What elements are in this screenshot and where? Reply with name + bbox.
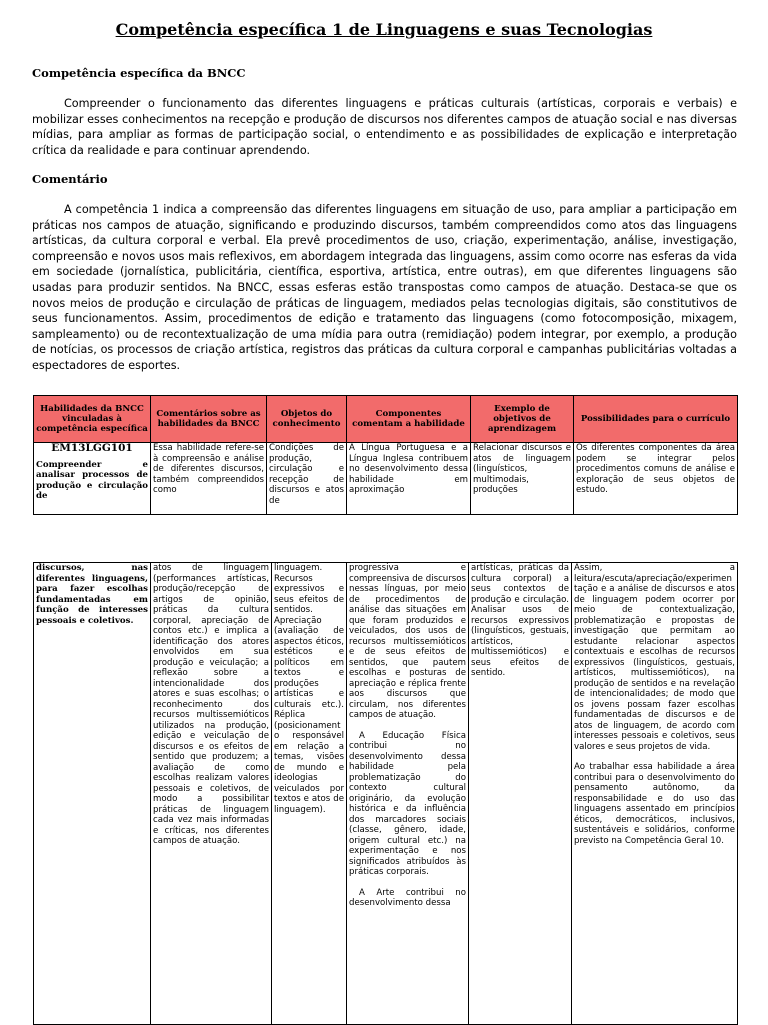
cont-objetos: linguagem. Recursos expressivos e seus efeitos de sentidos. Apreciação (avaliação de aspectos éticos, estéticos e políticos em textos e produções artísticas e culturais etc.). Réplica (posicionamento responsável em relação a temas, visões de mundo e ideologias veiculados por textos e atos de linguagem). bbox=[272, 563, 347, 1025]
page-title: Competência específica 1 de Linguagens e suas Tecnologias bbox=[115, 20, 653, 39]
cont-possibilidades bbox=[572, 563, 738, 1025]
section-text-comentario: A competência 1 indica a compreensão das diferentes linguagens em situação de uso, para ampliar a participação em práticas nos campos de atuação, significando e produzindo discursos, também compreendidos como atos das linguagens artísticas, da cultura corporal e verbal. Ela prevê procedimentos de uso, criação, experimentação, análise, investigação, compreensão e novos usos mais reflexivos, em abordagem integrada das linguagens, assim como ocorre nas esferas da vida em sociedade (jornalística, publicitária, científica, esportiva, artística, entre outras), em que diferentes linguagens são usadas para produzir sentidos. Na BNCC, essas esferas estão transpostas como campos de atuação. Destaca-se que os novos meios de produção e circulação de práticas de linguagem, mediados pelas tecnologias digitais, são constitutivos de seus funcionamentos. Assim, procedimentos de edição e tratamento das linguagens (como fotocomposição, mixagem, sampleamento) ou de recontextualização de uma mídia para outra (remidiação) podem integrar, por exemplo, a produção de notícias, os processos de criação artística, registros das práticas da cultura corporal e campanhas publicitárias voltadas a espectadores de esportes. bbox=[32, 203, 737, 372]
cont-componentes-p2: A Educação Física contribui no desenvolvimento dessa habilidade pela problematização do contexto cultural originário, da evolução histórica e da influência dos marcadores sociais (classe, gênero, idade, origem cultural etc.) na experimentação e nos significados atribuídos às práticas corporais. bbox=[349, 730, 466, 877]
cont-componentes-p1: progressiva e compreensiva de discursos nessas línguas, por meio de procedimentos de análise das situações em que foram produzidos e veiculados, dos usos de recursos multissemióticos e de seus efeitos de sentidos, que pautem escolhas e posturas de apreciação e réplica frente aos discursos que circulam, nos diferentes campos de atuação. bbox=[349, 563, 466, 720]
section-text-bncc: Compreender o funcionamento das diferentes linguagens e práticas culturais (artísticas, corporais e verbais) e mobilizar esses conhecimentos na recepção e produção de discursos nos diferentes campos de atuação social e nas diversas mídias, para ampliar as formas de participação social, o entendimento e as possibilidades de explicação e interpretação crítica da realidade e para continuar aprendendo. bbox=[32, 97, 737, 157]
header-comentarios: Comentários sobre as habilidades da BNCC bbox=[151, 396, 267, 443]
header-componentes: Componentes comentam a habilidade bbox=[347, 396, 471, 443]
cell-possibilidades: Os diferentes componentes da área podem se integrar pelos procedimentos comuns de análise e exploração de seus objetos de estudo. bbox=[574, 443, 738, 515]
cont-habilidade: discursos, nas diferentes linguagens, para fazer escolhas fundamentadas em função de interesses pessoais e coletivos. bbox=[34, 563, 151, 1025]
header-habilidades: Habilidades da BNCC vinculadas à competência específica bbox=[34, 396, 151, 443]
skill-text: Compreender e analisar processos de produção e circulação de bbox=[36, 459, 148, 501]
cont-exemplo: artísticas, práticas da cultura corporal) a seus contextos de produção e circulação. Analisar usos de recursos expressivos (linguísticos, gestuais, artísticos, multissemióticos) e seus efeitos de sentido. bbox=[469, 563, 572, 1025]
cont-componentes bbox=[347, 563, 469, 1025]
section-heading-comentario: Comentário bbox=[32, 172, 108, 186]
cont-comentario: atos de linguagem (performances artísticas, produção/recepção de artigos de opinião, práticas da cultura corporal, apreciação de contos etc.) e implica a identificação dos atores envolvidos em sua produção e veiculação; a reflexão sobre a intencionalidade dos atores e suas escolhas; o reconhecimento dos recursos multissemióticos utilizados na produção, edição e veiculação de discursos e os efeitos de sentido que produzem; a avaliação de como escolhas realizam valores pessoais e coletivos, de modo a possibilitar práticas de linguagem cada vez mais informadas e críticas, nos diferentes campos de atuação. bbox=[151, 563, 272, 1025]
cell-comentario: Essa habilidade refere-se à compreensão e análise de diferentes discursos, também compreendidos como bbox=[151, 443, 267, 515]
skills-table-header bbox=[33, 395, 738, 515]
cell-exemplo: Relacionar discursos e atos de linguagem (linguísticos, multimodais, produções bbox=[471, 443, 574, 515]
header-objetos: Objetos do conhecimento bbox=[267, 396, 347, 443]
skill-code: EM13LGG101 bbox=[51, 442, 133, 454]
cont-possibilidades-p2: Ao trabalhar essa habilidade a área contribui para o desenvolvimento do pensamento autônomo, da responsabilidade e do uso das linguagens assentado em princípios éticos, democráticos, inclusivos, sustentáveis e solidários, conforme previsto na Competência Geral 10. bbox=[574, 762, 735, 846]
header-possibilidades: Possibilidades para o currículo bbox=[574, 396, 738, 443]
section-heading-bncc: Competência específica da BNCC bbox=[32, 66, 246, 80]
cell-objetos: Condições de produção, circulação e recepção de discursos e atos de bbox=[267, 443, 347, 515]
cont-possibilidades-p1: Assim, a leitura/escuta/apreciação/experimentação e a análise de discursos e atos de linguagem podem ocorrer por meio de contextualização, problematização e propostas de investigação que permitam ao estudante relacionar aspectos contextuais e escolhas de recursos expressivos (linguísticos, gestuais, artísticos, multissemióticos), na produção de sentidos e na revelação de intencionalidades; de modo que os jovens possam fazer escolhas fundamentadas de discursos e de atos de linguagem, de acordo com interesses pessoais e coletivos, seus valores e seus projetos de vida. bbox=[574, 563, 735, 752]
cell-habilidade bbox=[34, 443, 151, 515]
skills-table-continued bbox=[33, 562, 738, 1025]
header-exemplo: Exemplo de objetivos de aprendizagem bbox=[471, 396, 574, 443]
cont-componentes-p3: A Arte contribui no desenvolvimento dessa bbox=[349, 887, 466, 908]
cell-componentes: A Língua Portuguesa e a Língua Inglesa contribuem no desenvolvimento dessa habilidade em aproximação bbox=[347, 443, 471, 515]
